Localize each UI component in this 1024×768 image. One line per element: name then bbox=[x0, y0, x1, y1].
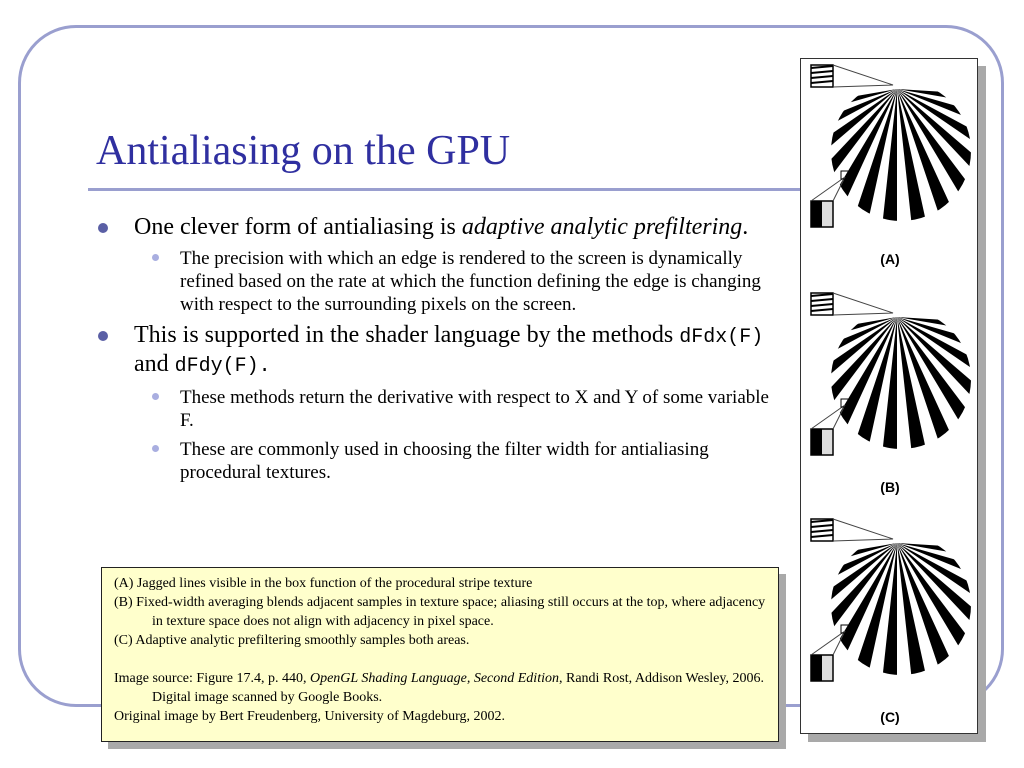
caption-line-b: (B) Fixed-width averaging blends adjacent samples in texture space; aliasing still occurs at the top, where adjacency in texture space does not align with adjacency in pixel space. bbox=[114, 595, 766, 629]
code-dfdx: dFdx(F) bbox=[679, 326, 764, 349]
sub-bullet-item bbox=[96, 247, 786, 316]
caption-source-book: OpenGL Shading Language, Second Edition bbox=[309, 671, 559, 686]
sub-bullet-item bbox=[96, 438, 786, 484]
bullet-dot-icon bbox=[98, 331, 108, 341]
slide-title: Antialiasing on the GPU bbox=[96, 128, 511, 174]
sub-bullet-dot-icon bbox=[152, 445, 159, 452]
caption-source-prefix: Image source: Figure 17.4, p. 440, bbox=[114, 671, 310, 686]
panel-label-b: (B) bbox=[880, 479, 900, 495]
sub-bullet-item bbox=[96, 386, 786, 432]
caption-line-c: (C) Adaptive analytic prefiltering smoothly samples both areas. bbox=[114, 633, 470, 648]
caption-source-suffix: , Randi Rost, Addison Wesley, 2006. Digital image scanned by Google Books. bbox=[152, 671, 764, 705]
bullet-item bbox=[96, 214, 786, 241]
caption-original: Original image by Bert Freudenberg, University of Magdeburg, 2002. bbox=[114, 709, 506, 724]
stripe-figure bbox=[800, 58, 978, 734]
bullet-text-middle: and bbox=[134, 351, 175, 377]
caption-line-a: (A) Jagged lines visible in the box function of the procedural stripe texture bbox=[114, 576, 533, 591]
bullet-emphasis: adaptive analytic prefiltering bbox=[461, 214, 743, 240]
bullet-dot-icon bbox=[98, 223, 108, 233]
bullet-item bbox=[96, 322, 786, 380]
code-dfdy: dFdy(F). bbox=[174, 355, 271, 378]
striped-sphere-image bbox=[805, 287, 975, 467]
striped-sphere-image bbox=[805, 59, 975, 239]
bullet-text-end: . bbox=[742, 214, 749, 240]
striped-sphere-image bbox=[805, 513, 975, 693]
bullet-text: This is supported in the shader language by the methods bbox=[134, 322, 680, 348]
title-divider bbox=[88, 188, 800, 191]
caption-source bbox=[114, 669, 768, 707]
bullet-text: One clever form of antialiasing is bbox=[134, 214, 462, 240]
panel-label-a: (A) bbox=[880, 251, 900, 267]
panel-label-c: (C) bbox=[880, 709, 900, 725]
sub-bullet-dot-icon bbox=[152, 254, 159, 261]
bullet-list bbox=[96, 214, 786, 490]
sub-bullet-text: These methods return the derivative with respect to X and Y of some variable F. bbox=[180, 387, 769, 431]
sub-bullet-text: The precision with which an edge is rendered to the screen is dynamically refined based on the rate at which the function defining the edge is changing with respect to the surrounding pixels on the screen. bbox=[180, 248, 761, 315]
sub-bullet-text: These are commonly used in choosing the filter width for antialiasing procedural textures. bbox=[180, 439, 709, 483]
figure-caption bbox=[101, 567, 779, 742]
sub-bullet-dot-icon bbox=[152, 393, 159, 400]
